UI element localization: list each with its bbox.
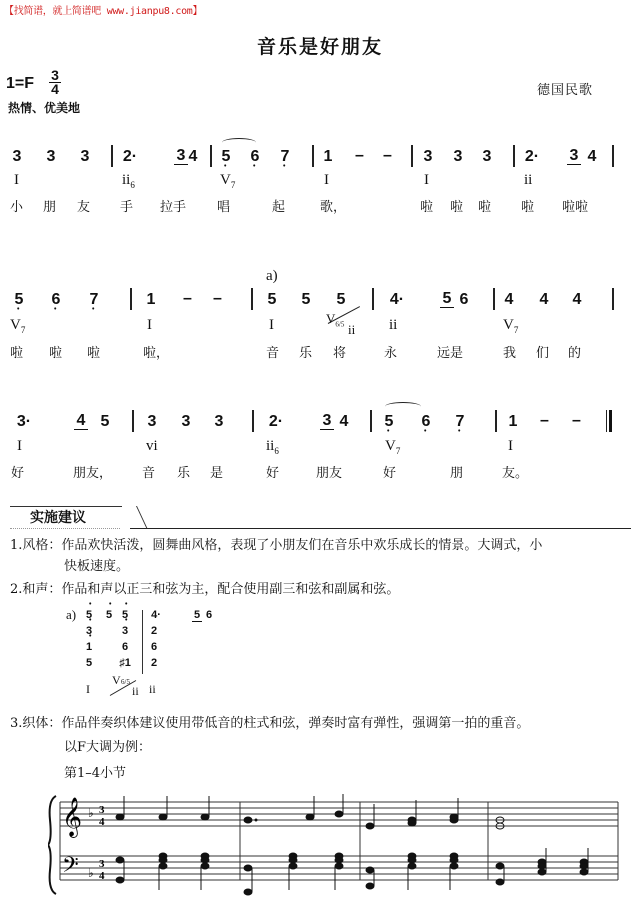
note: 3 •	[84, 625, 94, 637]
note: 1	[508, 413, 518, 430]
note: 1 •	[84, 641, 94, 653]
note: 5	[301, 291, 311, 308]
lyric: 乐	[177, 466, 191, 481]
composer-credit: 德国民歌	[537, 83, 594, 98]
note: 7 •	[87, 291, 101, 309]
lyric: 乐	[299, 346, 313, 361]
suggestion-style	[10, 536, 635, 556]
lyric: 啦	[478, 200, 492, 215]
suggestion-label: 3.织体：	[10, 716, 62, 731]
note: 5 •	[120, 609, 130, 621]
lyric: 啦	[87, 346, 101, 361]
note: 5 •	[104, 609, 114, 621]
lyric: 朋友，	[73, 466, 113, 481]
note: 3	[482, 148, 492, 165]
note: 5 •	[84, 609, 94, 621]
dash: –	[572, 412, 581, 429]
song-title: 音乐是好朋友	[256, 36, 383, 58]
barline	[132, 410, 134, 432]
note: 5 •	[219, 148, 233, 166]
barline	[312, 145, 314, 167]
lyric: 起	[272, 200, 286, 215]
lyric: 朋	[43, 200, 57, 215]
note: 6	[150, 641, 158, 653]
time-signature	[48, 69, 62, 96]
tempo-marking: 热情、优美地	[8, 101, 81, 115]
note: 7 •	[278, 148, 292, 166]
meter-top: 3	[51, 67, 59, 83]
section-tab-edge	[118, 506, 147, 528]
note: 6 •	[49, 291, 63, 309]
section-dotted-rule	[10, 528, 120, 529]
chord-symbol: ii	[389, 317, 398, 333]
note: 2	[150, 657, 158, 669]
suggestion-text: 作品欢快活泼，圆舞曲风格，表现了小朋友们在音乐中欢乐成长的情景。大调式，小	[61, 538, 543, 553]
key-signature: 1=F	[6, 75, 35, 92]
barline	[251, 288, 253, 310]
note: 3	[46, 148, 56, 165]
note: ♯1	[119, 657, 131, 669]
chord-symbol: I	[508, 438, 513, 454]
lyric: 啦啦	[562, 200, 589, 215]
dash: –	[355, 147, 364, 164]
barline	[252, 410, 254, 432]
note: 4	[539, 291, 549, 308]
note: 5	[267, 291, 277, 308]
chord-symbol: ii	[149, 682, 156, 696]
chord-symbol: I	[86, 682, 90, 696]
lyric: 音	[266, 346, 280, 361]
chord-symbol: I	[424, 172, 429, 188]
chord-v: V	[112, 673, 121, 687]
note: 7 •	[453, 413, 467, 431]
lyric: 啦	[10, 346, 24, 361]
note: 1	[323, 148, 333, 165]
svg-text:4: 4	[99, 870, 105, 882]
annotation-a: a)	[266, 268, 278, 284]
barline	[513, 145, 515, 167]
note: 4	[572, 291, 582, 308]
lyric: 好	[11, 466, 25, 481]
note: 5 •	[12, 291, 26, 309]
note: 5	[100, 413, 110, 430]
note: 6	[459, 291, 469, 308]
chord-symbol: I	[269, 317, 274, 333]
note: 3	[453, 148, 463, 165]
note: 2·	[268, 413, 284, 430]
note: 3	[214, 413, 224, 430]
barline	[210, 145, 212, 167]
barline	[370, 410, 372, 432]
dash: –	[540, 412, 549, 429]
note: 3	[181, 413, 191, 430]
suggestion-label: 1.风格：	[10, 538, 62, 553]
note: 6 •	[419, 413, 433, 431]
note: 5	[193, 609, 201, 621]
note: 3	[174, 148, 188, 165]
svg-text:𝄞: 𝄞	[62, 797, 83, 837]
lyric: 小	[10, 200, 24, 215]
dash: –	[383, 147, 392, 164]
lyric: 是	[210, 466, 224, 481]
meter-bottom: 4	[51, 81, 59, 97]
lyric: 友。	[502, 466, 529, 481]
lyric: 啦	[450, 200, 464, 215]
chord-symbol: vi	[146, 438, 158, 454]
suggestion-text: 作品和声以正三和弦为主，配合使用副三和弦和副属和弦。	[61, 582, 400, 597]
measure-range-label: 第1–4小节	[64, 766, 127, 781]
barline	[612, 145, 614, 167]
barline	[372, 288, 374, 310]
note: 4	[587, 148, 597, 165]
barline	[130, 288, 132, 310]
lyric: 的	[568, 346, 582, 361]
lyric: 手	[120, 200, 134, 215]
note: 2·	[122, 148, 138, 165]
suggestion-harmony	[10, 580, 399, 600]
note: 4	[74, 413, 88, 430]
lyric: 朋友	[316, 466, 343, 481]
note: 3·	[16, 413, 32, 430]
note: 4·	[389, 291, 405, 308]
note: 3	[320, 413, 334, 430]
svg-text:♭: ♭	[88, 806, 94, 820]
suggestion-style-cont: 快板速度。	[64, 559, 130, 574]
chord-symbol: $ii_6$	[266, 438, 279, 456]
note: 2	[150, 625, 158, 637]
chord-symbol: $V_7$	[503, 317, 519, 335]
lyric: 好	[266, 466, 280, 481]
barline	[495, 410, 497, 432]
chord-symbol: I	[14, 172, 19, 188]
secondary-dominant-chord	[108, 673, 150, 699]
svg-text:♭: ♭	[88, 866, 94, 880]
lyric: 远是	[437, 346, 464, 361]
svg-text:4: 4	[99, 816, 105, 828]
svg-text:3: 3	[99, 858, 105, 870]
chord-symbol: I	[324, 172, 329, 188]
chord-symbol: I	[17, 438, 22, 454]
lyric: 朋	[450, 466, 464, 481]
note: 2·	[524, 148, 540, 165]
barline	[411, 145, 413, 167]
slur	[385, 402, 421, 411]
piano-grand-staff	[48, 790, 638, 904]
piano-score-svg	[48, 790, 638, 904]
note: 5 •	[382, 413, 396, 431]
lyric: 拉手	[160, 200, 187, 215]
barline	[612, 288, 614, 310]
lyric: 啦	[521, 200, 535, 215]
note: 6	[121, 641, 129, 653]
chord-v-figure: 6/5	[121, 678, 130, 686]
example-label: a)	[66, 607, 77, 622]
note: 6	[205, 609, 213, 621]
dash: –	[213, 290, 222, 307]
chord-symbol: $ii_6$	[122, 172, 135, 190]
section-heading: 实施建议	[10, 506, 122, 526]
suggestion-label: 2.和声：	[10, 582, 62, 597]
note: 3	[12, 148, 22, 165]
lyric: 我	[503, 346, 517, 361]
watermark-banner: 【找简谱，就上简谱吧 www.jianpu8.com】	[4, 6, 203, 17]
final-barline	[606, 410, 612, 432]
suggestion-texture	[10, 714, 529, 734]
lyric: 将	[333, 346, 347, 361]
lyric: 友	[77, 200, 91, 215]
lyric: 好	[383, 466, 397, 481]
suggestion-text: 作品伴奏织体建议使用带低音的柱式和弦，弹奏时富有弹性，强调第一拍的重音。	[61, 716, 530, 731]
suggestion-texture-example: 以F大调为例：	[64, 740, 152, 755]
lyric: 音	[142, 466, 156, 481]
secondary-dominant-chord: $V_{6/5}$ ii	[326, 311, 366, 337]
note: 4·	[151, 609, 161, 621]
chord-symbol: $V_7$	[220, 172, 236, 190]
note: 3	[567, 148, 581, 165]
section-rule	[130, 528, 631, 529]
chord-ii: ii	[132, 684, 139, 698]
lyric: 永	[384, 346, 398, 361]
note: 1	[146, 291, 156, 308]
note: 3	[423, 148, 433, 165]
lyric: 们	[536, 346, 550, 361]
note: 4	[188, 148, 198, 165]
lyric: 啦	[420, 200, 434, 215]
note: 3 •	[120, 625, 130, 637]
svg-text:𝄢: 𝄢	[62, 853, 79, 883]
lyric: 唱	[217, 200, 231, 215]
lyric: 啦	[49, 346, 63, 361]
note: 5	[336, 291, 346, 308]
chord-symbol: $V_7$	[10, 317, 26, 335]
dash: –	[183, 290, 192, 307]
note: 3	[147, 413, 157, 430]
barline	[142, 610, 143, 674]
barline	[111, 145, 113, 167]
note: 5	[440, 291, 454, 308]
note: 6 •	[248, 148, 262, 166]
slur	[222, 138, 256, 147]
svg-text:3: 3	[99, 804, 105, 816]
lyric: 啦，	[143, 346, 170, 361]
lyric: 歌，	[320, 200, 347, 215]
chord-symbol: ii	[524, 172, 533, 188]
barline	[493, 288, 495, 310]
note: 5	[85, 657, 93, 669]
note: 3	[80, 148, 90, 165]
chord-symbol: $V_7$	[385, 438, 401, 456]
note: 4	[339, 413, 349, 430]
note: 4	[504, 291, 514, 308]
chord-symbol: I	[147, 317, 152, 333]
